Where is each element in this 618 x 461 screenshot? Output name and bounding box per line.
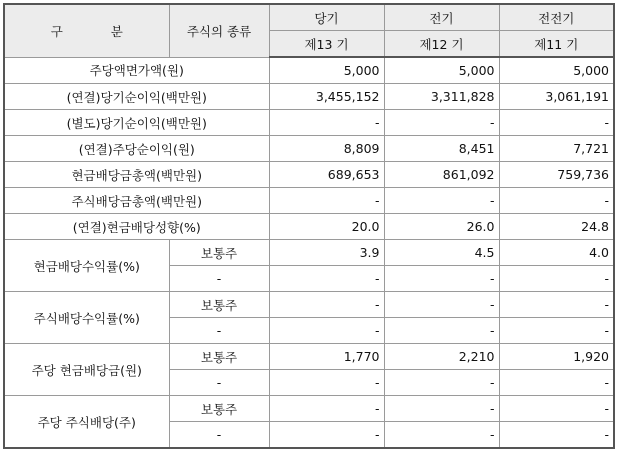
row-label: 주당 주식배당(주)	[4, 396, 169, 449]
cell-value: -	[499, 318, 614, 344]
row-label: 주식배당수익률(%)	[4, 292, 169, 344]
cell-value: 26.0	[384, 214, 499, 240]
cell-value: 5,000	[269, 57, 384, 84]
cell-value: -	[269, 370, 384, 396]
cell-value: -	[499, 396, 614, 422]
header-term-current: 제13 기	[269, 31, 384, 58]
cell-value: -	[499, 188, 614, 214]
cell-value: -	[269, 292, 384, 318]
cell-value: 689,653	[269, 162, 384, 188]
cell-value: -	[499, 110, 614, 136]
cell-value: 1,770	[269, 344, 384, 370]
table-row	[4, 110, 614, 136]
cell-value: 759,736	[499, 162, 614, 188]
cell-value: -	[384, 188, 499, 214]
row-label: (연결)현금배당성향(%)	[4, 214, 269, 240]
table-row	[4, 136, 614, 162]
cell-value: -	[269, 266, 384, 292]
header-row-periods	[4, 4, 614, 31]
table-row	[4, 214, 614, 240]
row-label: (연결)당기순이익(백만원)	[4, 84, 269, 110]
stock-type-label: 보통주	[169, 292, 269, 318]
header-stock-type: 주식의 종류	[169, 4, 269, 57]
stock-type-label: 보통주	[169, 396, 269, 422]
cell-value: -	[384, 422, 499, 449]
cell-value: -	[269, 188, 384, 214]
stock-type-label: -	[169, 370, 269, 396]
cell-value: -	[269, 110, 384, 136]
stock-type-label: 보통주	[169, 344, 269, 370]
cell-value: 5,000	[384, 57, 499, 84]
row-label: 주당액면가액(원)	[4, 57, 269, 84]
table-row	[4, 292, 614, 318]
header-category: 구 분	[4, 4, 169, 57]
cell-value: -	[384, 266, 499, 292]
cell-value: 4.0	[499, 240, 614, 266]
cell-value: 3.9	[269, 240, 384, 266]
cell-value: -	[499, 370, 614, 396]
stock-type-label: -	[169, 266, 269, 292]
cell-value: 1,920	[499, 344, 614, 370]
row-label: 현금배당금총액(백만원)	[4, 162, 269, 188]
cell-value: -	[384, 396, 499, 422]
row-label: (별도)당기순이익(백만원)	[4, 110, 269, 136]
cell-value: -	[269, 396, 384, 422]
table-row	[4, 162, 614, 188]
header-term-prior2: 제11 기	[499, 31, 614, 58]
cell-value: -	[499, 266, 614, 292]
row-label: 주당 현금배당금(원)	[4, 344, 169, 396]
cell-value: -	[384, 292, 499, 318]
table-row	[4, 57, 614, 84]
header-period-current: 당기	[269, 4, 384, 31]
cell-value: 20.0	[269, 214, 384, 240]
table-row	[4, 396, 614, 422]
cell-value: -	[269, 422, 384, 449]
dividend-table	[3, 3, 615, 449]
header-period-prior2: 전전기	[499, 4, 614, 31]
cell-value: 8,451	[384, 136, 499, 162]
header-period-prior: 전기	[384, 4, 499, 31]
cell-value: 8,809	[269, 136, 384, 162]
cell-value: 4.5	[384, 240, 499, 266]
cell-value: 861,092	[384, 162, 499, 188]
table-row	[4, 344, 614, 370]
stock-type-label: -	[169, 422, 269, 449]
cell-value: 3,311,828	[384, 84, 499, 110]
cell-value: 5,000	[499, 57, 614, 84]
row-label: (연결)주당순이익(원)	[4, 136, 269, 162]
cell-value: -	[384, 110, 499, 136]
table-row	[4, 188, 614, 214]
row-label: 현금배당수익률(%)	[4, 240, 169, 292]
table-row	[4, 240, 614, 266]
cell-value: -	[384, 318, 499, 344]
stock-type-label: 보통주	[169, 240, 269, 266]
cell-value: 3,455,152	[269, 84, 384, 110]
cell-value: 24.8	[499, 214, 614, 240]
dividend-table-container	[3, 3, 615, 449]
cell-value: -	[384, 370, 499, 396]
cell-value: 7,721	[499, 136, 614, 162]
cell-value: -	[499, 422, 614, 449]
table-row	[4, 84, 614, 110]
stock-type-label: -	[169, 318, 269, 344]
row-label: 주식배당금총액(백만원)	[4, 188, 269, 214]
header-term-prior: 제12 기	[384, 31, 499, 58]
cell-value: 3,061,191	[499, 84, 614, 110]
cell-value: -	[269, 318, 384, 344]
cell-value: -	[499, 292, 614, 318]
cell-value: 2,210	[384, 344, 499, 370]
